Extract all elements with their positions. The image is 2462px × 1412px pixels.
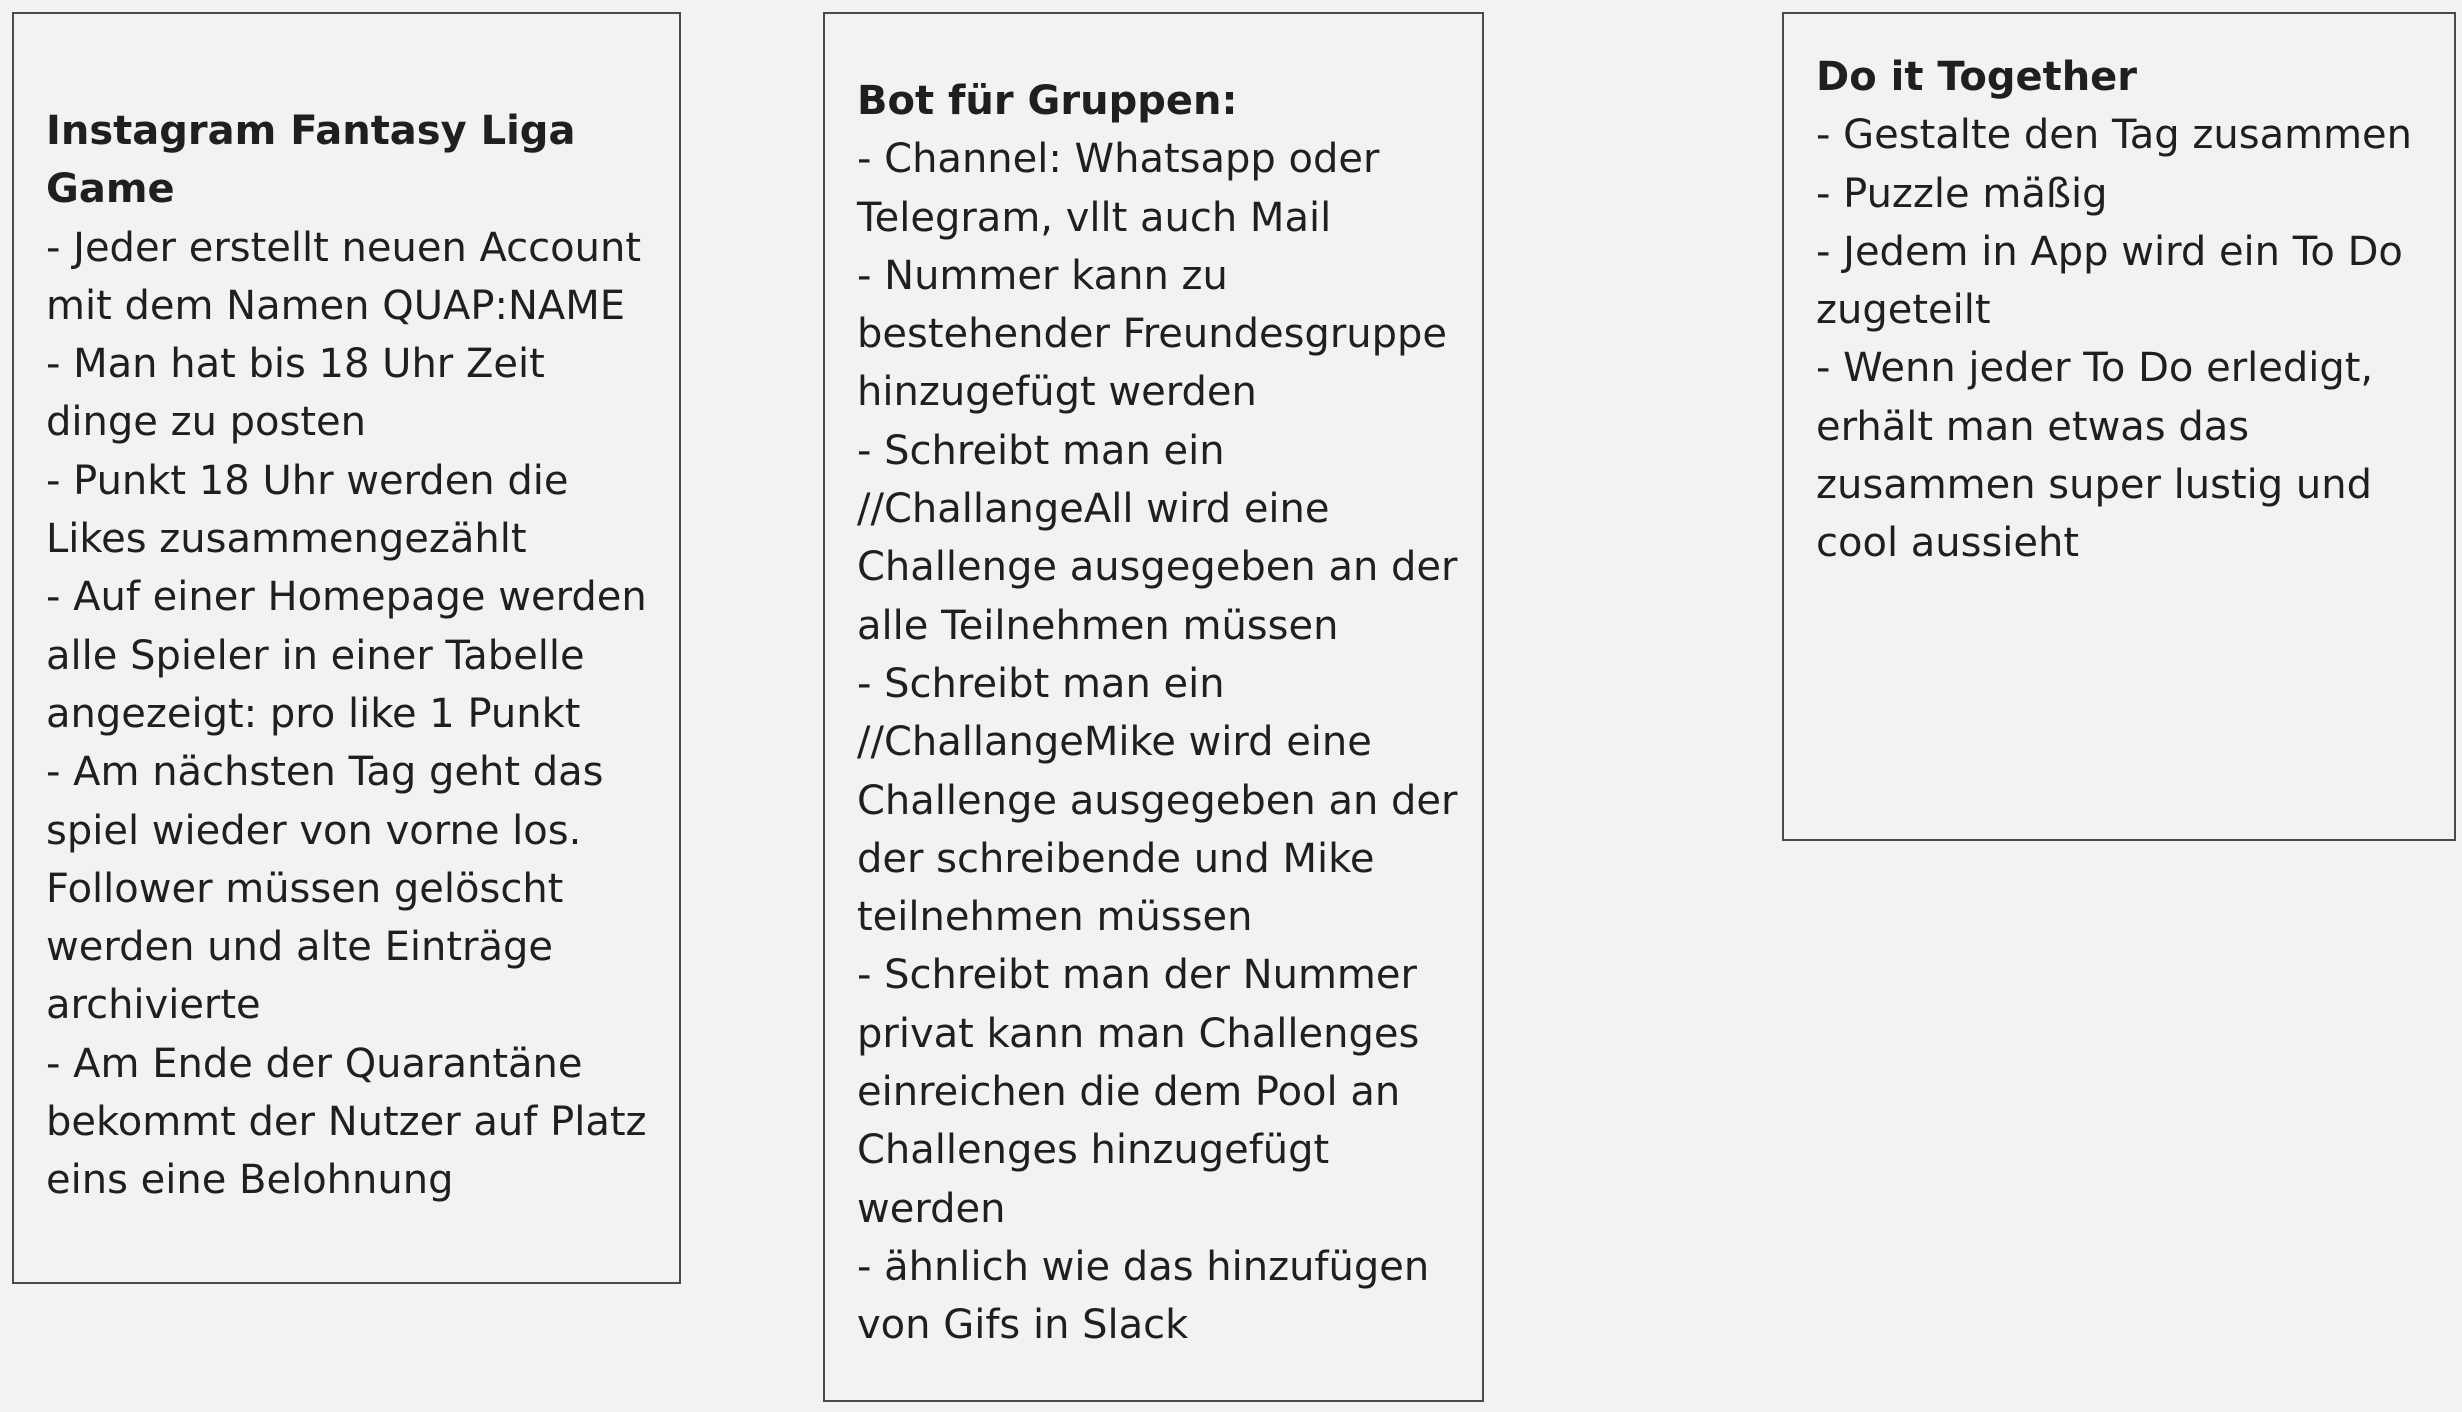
note-body-line: hinzugefügt werden (857, 369, 1257, 416)
note-body-line: - Wenn jeder To Do erledigt, (1816, 345, 2374, 392)
note-bot-fuer-gruppen[interactable] (823, 12, 1484, 1402)
note-body-line: - Schreibt man der Nummer (857, 952, 1417, 999)
note-instagram-fantasy-liga[interactable] (12, 12, 681, 1284)
note-body-line: dinge zu posten (46, 399, 366, 446)
note-body-line: Challenge ausgegeben an der (857, 544, 1458, 591)
note-body-line: - Am Ende der Quarantäne (46, 1040, 583, 1087)
note-body-line: einreichen die dem Pool an (857, 1069, 1401, 1116)
note-body-line: Follower müssen gelöscht (46, 865, 564, 912)
note-body-line: - Puzzle mäßig (1816, 170, 2108, 217)
note-body-line: werden (857, 1185, 1006, 1232)
note-body-line: spiel wieder von vorne los. (46, 807, 582, 854)
note-body-line: //ChallangeAll wird eine (857, 486, 1330, 533)
note-body-line: - ähnlich wie das hinzufügen (857, 1243, 1430, 1290)
note-body-line: Challenge ausgegeben an der (857, 777, 1458, 824)
note-body-line: - Jeder erstellt neuen Account (46, 224, 642, 271)
note-body-line: zugeteilt (1816, 287, 1991, 334)
note-body-line: - Schreibt man ein (857, 427, 1225, 474)
note-body-line: - Punkt 18 Uhr werden die (46, 457, 569, 504)
note-body-line: archivierte (46, 982, 261, 1029)
note-body-line: erhält man etwas das (1816, 403, 2250, 450)
note-title-line: Instagram Fantasy Liga (46, 108, 576, 154)
note-title-line: Bot für Gruppen: (857, 78, 1238, 124)
note-body-line: von Gifs in Slack (857, 1302, 1189, 1349)
note-body-line: privat kann man Challenges (857, 1010, 1420, 1057)
note-body-line: - Gestalte den Tag zusammen (1816, 112, 2412, 159)
note-body-line: Likes zusammengezählt (46, 516, 527, 563)
note-body-line: werden und alte Einträge (46, 924, 553, 971)
note-body-line: alle Spieler in einer Tabelle (46, 632, 585, 679)
note-body-line: Challenges hinzugefügt (857, 1127, 1330, 1174)
note-body-line: - Schreibt man ein (857, 660, 1225, 707)
note-body-line: - Auf einer Homepage werden (46, 574, 647, 621)
note-body-line: der schreibende und Mike (857, 835, 1375, 882)
note-body-line: bekommt der Nutzer auf Platz (46, 1099, 647, 1146)
note-body-line: zusammen super lustig und (1816, 462, 2372, 509)
note-body-line: - Jedem in App wird ein To Do (1816, 228, 2403, 275)
note-body-line: bestehender Freundesgruppe (857, 311, 1447, 358)
note-body-line: - Am nächsten Tag geht das (46, 749, 604, 796)
note-body-line: Telegram, vllt auch Mail (857, 194, 1332, 241)
note-title-line: Game (46, 166, 175, 213)
note-body-line: angezeigt: pro like 1 Punkt (46, 690, 581, 737)
note-body-line: - Man hat bis 18 Uhr Zeit (46, 341, 545, 388)
note-body-line: teilnehmen müssen (857, 894, 1253, 941)
note-body-line: - Channel: Whatsapp oder (857, 136, 1380, 183)
note-body-line: mit dem Namen QUAP:NAME (46, 282, 626, 329)
note-title-line: Do it Together (1816, 54, 2138, 100)
note-body-line: - Nummer kann zu (857, 252, 1228, 299)
note-body-line: alle Teilnehmen müssen (857, 602, 1339, 649)
note-body-line: eins eine Belohnung (46, 1157, 454, 1204)
note-body-line: //ChallangeMike wird eine (857, 719, 1372, 766)
note-body-line: cool aussieht (1816, 520, 2080, 567)
note-do-it-together[interactable] (1782, 12, 2456, 841)
